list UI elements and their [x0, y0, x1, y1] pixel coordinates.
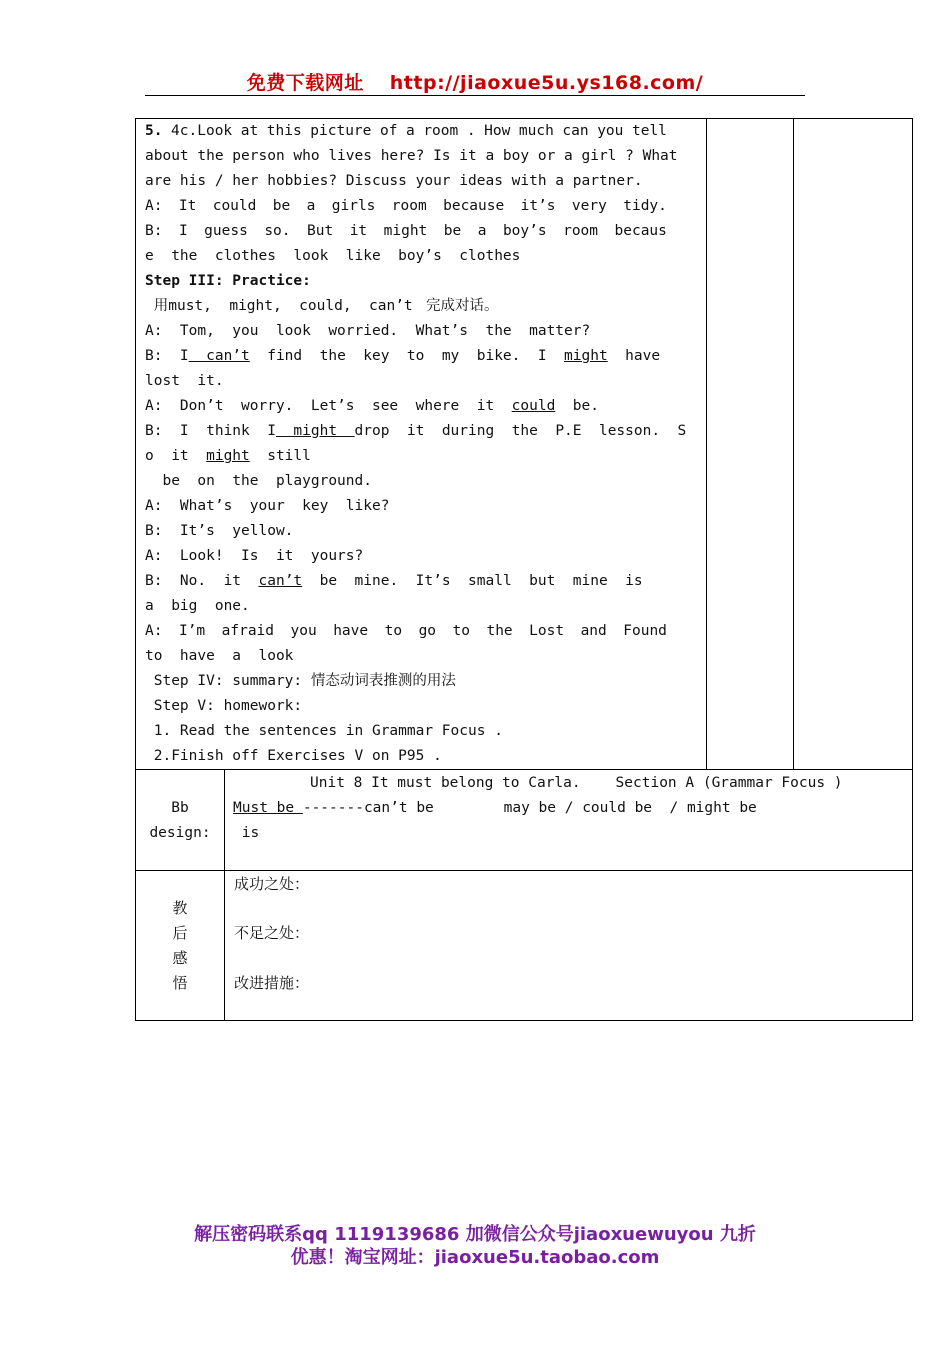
- dialogue-line: A: Tom, you look worried. What’s the matter?: [145, 323, 591, 339]
- word: I: [178, 223, 188, 239]
- reflection-label-char: 悟: [172, 974, 188, 992]
- instruction-cn: 完成对话。: [421, 298, 499, 314]
- dialogue-line: to have a look: [145, 648, 294, 664]
- word: go: [418, 623, 437, 639]
- word: a: [477, 223, 487, 239]
- step-3-heading: Step III: Practice:: [145, 273, 311, 289]
- word: I’m: [178, 623, 206, 639]
- answer-blank: could: [511, 398, 556, 414]
- word: A:: [145, 623, 163, 639]
- header-banner: [0, 68, 950, 95]
- bb-design-title: Unit 8 It must belong to Carla. Section A (Grammar Focus ): [310, 775, 843, 791]
- word: girls: [331, 198, 376, 214]
- word: to: [452, 623, 470, 639]
- step-5-heading: Step V: homework:: [145, 698, 303, 714]
- word: can: [562, 123, 589, 139]
- activity-4c-line-1: [145, 119, 667, 144]
- word: because: [443, 198, 505, 214]
- modal-scale-text: -------can’t be may be / could be / might be: [302, 800, 757, 816]
- word: a: [406, 123, 415, 139]
- word: it: [349, 223, 368, 239]
- example-line-a: [145, 194, 667, 219]
- step-4-label: Step IV: summary:: [145, 673, 311, 689]
- dialogue-line: A: What’s your key like?: [145, 498, 390, 514]
- word: tell: [631, 123, 667, 139]
- word: A:: [145, 198, 163, 214]
- word: could: [212, 198, 257, 214]
- homework-item-1: 1. Read the sentences in Grammar Focus .: [145, 723, 503, 739]
- word: room: [423, 123, 459, 139]
- word: afraid: [221, 623, 275, 639]
- text: B: I think I: [145, 423, 276, 439]
- activity-4c-line-3: are his / her hobbies? Discuss your ideas with a partner.: [145, 173, 643, 189]
- reflection-shortcoming: 不足之处：: [234, 924, 310, 942]
- word: .: [466, 123, 476, 139]
- reflection-success: 成功之处：: [234, 875, 310, 893]
- homework-item-2: 2.Finish off Exercises V on P95 .: [145, 748, 442, 764]
- col-divider-main: [706, 118, 707, 769]
- free-download-label: 免费下载网址: [246, 72, 364, 94]
- bb-design-label-2: design:: [149, 825, 211, 841]
- word: B:: [145, 223, 163, 239]
- text: be mine. It’s small but mine is: [302, 573, 643, 589]
- dialogue-line: [145, 619, 667, 644]
- dialogue-line: a big one.: [145, 598, 250, 614]
- dialogue-line: B: It’s yellow.: [145, 523, 294, 539]
- answer-blank: might: [206, 448, 250, 464]
- dialogue-line: lost it.: [145, 373, 224, 389]
- bb-design-modals: [233, 796, 757, 821]
- word: boy’s: [502, 223, 547, 239]
- word: Found: [623, 623, 667, 639]
- label-col-divider: [224, 769, 225, 1020]
- word: you: [290, 623, 317, 639]
- word: tidy.: [623, 198, 667, 214]
- word: It: [178, 198, 197, 214]
- text: have: [607, 348, 661, 364]
- word: this: [266, 123, 302, 139]
- col-divider-notes: [793, 118, 794, 769]
- word: it’s: [520, 198, 556, 214]
- table-right-border: [912, 118, 913, 1020]
- word: room: [563, 223, 599, 239]
- dialogue-line: A: Look! Is it yours?: [145, 548, 364, 564]
- word: be: [272, 198, 291, 214]
- table-left-border: [135, 118, 136, 1020]
- word: Lost: [529, 623, 565, 639]
- dialogue-line: [145, 394, 599, 419]
- text: still: [249, 448, 311, 464]
- reflection-label-char: 感: [172, 949, 188, 967]
- table-bottom-border: [135, 1020, 913, 1021]
- answer-blank: can’t: [258, 573, 303, 589]
- word: But: [307, 223, 334, 239]
- text: find the key to my bike. I: [249, 348, 565, 364]
- word: you: [597, 123, 624, 139]
- dialogue-line: [145, 419, 686, 444]
- word: room: [391, 198, 427, 214]
- bb-design-label-1: Bb: [171, 800, 189, 816]
- answer-blank: can’t: [188, 348, 250, 364]
- text: o it: [145, 448, 207, 464]
- dialogue-line: [145, 569, 643, 594]
- dialogue-line: be on the playground.: [145, 473, 372, 489]
- must-be-text: Must be: [233, 800, 303, 816]
- word: a: [306, 198, 316, 214]
- reflection-label-char: 后: [172, 924, 188, 942]
- text: B: No. it: [145, 573, 259, 589]
- table-row-divider-2: [135, 870, 913, 871]
- answer-blank: might: [564, 348, 608, 364]
- instruction-modals: 用must, might, could, can’t: [145, 298, 422, 314]
- header-url-link[interactable]: http://jiaoxue5u.ys168.com/: [389, 72, 704, 94]
- word: How: [484, 123, 511, 139]
- word: to: [384, 623, 403, 639]
- text: A: Don’t worry. Let’s see where it: [145, 398, 512, 414]
- text: B: I: [145, 348, 189, 364]
- word: might: [383, 223, 428, 239]
- activity-4c-line-2: about the person who lives here? Is it a boy or a girl ? What: [145, 148, 678, 164]
- footer-taobao-line: 优惠！淘宝网址：jiaoxue5u.taobao.com: [290, 1247, 660, 1268]
- example-line-b: [145, 219, 667, 244]
- word: becaus: [614, 223, 667, 239]
- word: have: [333, 623, 369, 639]
- word: picture: [310, 123, 372, 139]
- word: much: [518, 123, 554, 139]
- word: of: [379, 123, 398, 139]
- text: be.: [555, 398, 599, 414]
- word: be: [443, 223, 462, 239]
- table-row-divider-1: [135, 769, 913, 770]
- dialogue-line: [145, 444, 311, 469]
- word: 4c.Look: [171, 123, 233, 139]
- word: very: [571, 198, 607, 214]
- word: guess: [204, 223, 248, 239]
- header-divider: [145, 95, 805, 96]
- word: and: [580, 623, 607, 639]
- step-4-heading: [145, 669, 456, 694]
- reflection-label-char: 教: [172, 899, 188, 917]
- word: so.: [264, 223, 291, 239]
- reflection-improvement: 改进措施：: [234, 974, 310, 992]
- item-number: 5.: [145, 123, 163, 139]
- answer-blank: might: [275, 423, 355, 439]
- word: the: [486, 623, 513, 639]
- step-4-summary: 情态动词表推测的用法: [310, 673, 456, 689]
- bb-design-is: is: [233, 825, 260, 841]
- text: drop it during the P.E lesson. S: [354, 423, 687, 439]
- practice-instruction: [145, 294, 499, 319]
- example-line-b-cont: e the clothes look like boy’s clothes: [145, 248, 521, 264]
- footer-contact-line: 解压密码联系qq 1119139686 加微信公众号jiaoxuewuyou 九折: [194, 1224, 756, 1245]
- dialogue-line: [145, 344, 660, 369]
- word: at: [240, 123, 259, 139]
